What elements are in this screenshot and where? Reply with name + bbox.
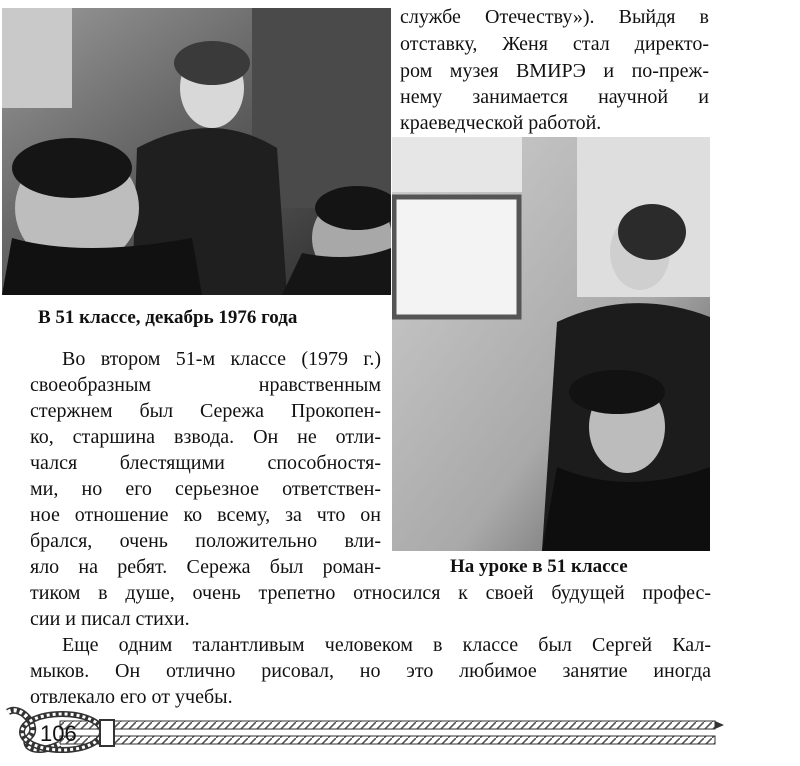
photo-lesson-in-class-image	[392, 137, 710, 551]
text-line: ми, но его серьезное ответствен-	[30, 478, 381, 500]
photo-teacher-with-cadets	[2, 8, 391, 295]
text-line: стержнем был Сережа Прокопен-	[30, 400, 381, 422]
text-line: брался, очень положительно вли-	[30, 530, 381, 552]
text-line: отставку, Женя стал директо-	[400, 33, 709, 55]
photo-caption-top: В 51 классе, декабрь 1976 года	[38, 307, 298, 328]
text-line: сии и писал стихи.	[30, 608, 190, 630]
rope-ornament	[0, 706, 800, 756]
text-line: мыков. Он отлично рисовал, но это любимое занятие иногда	[30, 660, 711, 682]
text-line: нему занимается научной и	[400, 86, 709, 108]
photo-lesson-in-class	[392, 137, 710, 551]
text-line: яло на ребят. Сережа был роман-	[30, 556, 381, 578]
text-line: своеобразным нравственным	[30, 374, 381, 396]
text-line: Во втором 51-м классе (1979 г.)	[62, 348, 381, 370]
text-line: отвлекало его от учебы.	[30, 686, 233, 708]
text-line: тиком в душе, очень трепетно относился к своей будущей профес-	[30, 582, 711, 604]
photo-teacher-with-cadets-image	[2, 8, 391, 295]
text-line: Еще одним талантливым человеком в классе был Сергей Кал-	[62, 634, 711, 656]
page-number: 106	[40, 721, 77, 746]
text-line: ное отношение ко всему, за что он	[30, 504, 381, 526]
text-line: краеведческой работой.	[400, 112, 602, 134]
text-line: ром музея ВМИРЭ и по-преж-	[400, 60, 709, 82]
text-line: чался блестящими способностя-	[30, 452, 381, 474]
text-line: службе Отечеству»). Выйдя в	[400, 6, 709, 28]
text-line: ко, старшина взвода. Он не отли-	[30, 426, 381, 448]
photo-caption-right: На уроке в 51 классе	[450, 556, 628, 577]
